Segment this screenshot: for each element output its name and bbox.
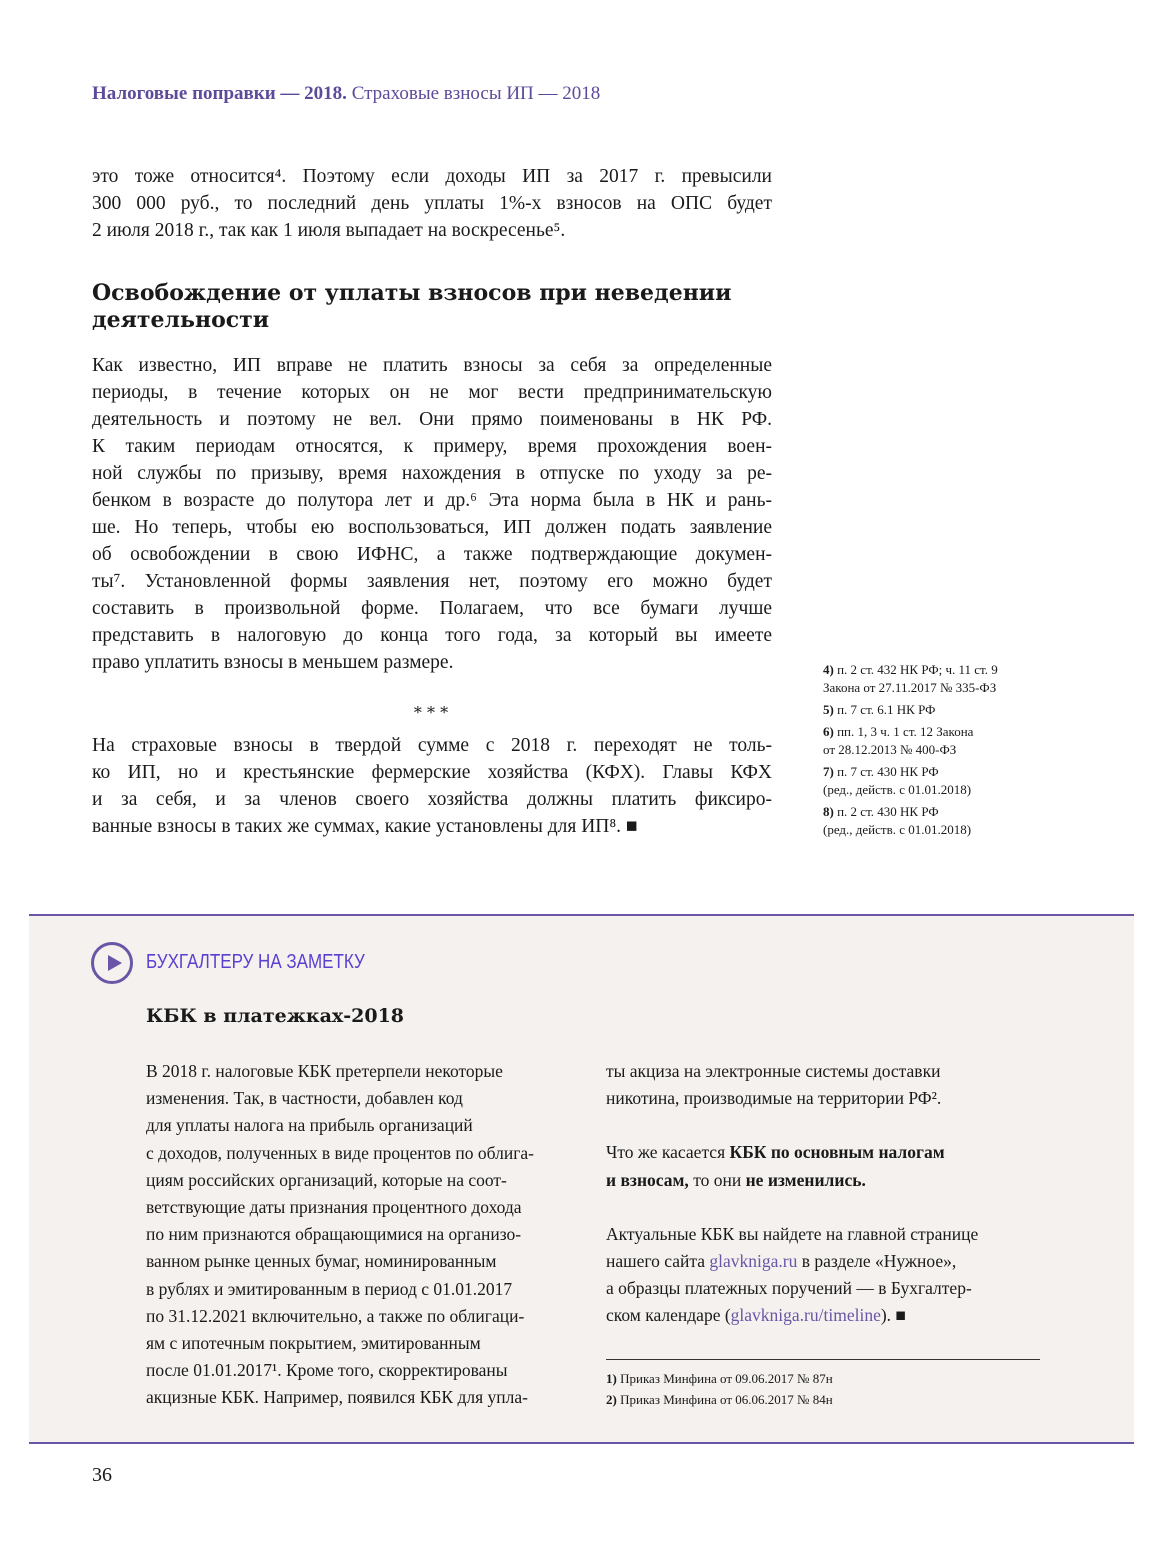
text-line: периоды, в течение которых он не мог вести предпринимательскую xyxy=(92,382,772,403)
text-line: а образцы платежных поручений — в Бухгалтер- xyxy=(606,1278,972,1299)
sidenote xyxy=(823,803,998,839)
heading-line: деятельности xyxy=(92,307,270,333)
text-line: ванные взносы в таких же суммах, какие установлены для ИП⁸. ■ xyxy=(92,816,638,837)
text-line xyxy=(606,1167,978,1194)
footnote-number: 1) xyxy=(606,1371,617,1386)
timeline-link[interactable]: glavkniga.ru/timeline xyxy=(730,1305,881,1326)
text-line: в рублях и эмитированным в период с 01.01.2017 xyxy=(146,1278,513,1299)
text-line: и за себя, и за членов своего хозяйства должны платить фиксиро- xyxy=(92,789,772,810)
footnote-text: Приказ Минфина от 06.06.2017 № 84н xyxy=(620,1392,833,1407)
paragraph-1 xyxy=(92,352,772,676)
text-line: циям российских организаций, которые на соот- xyxy=(146,1169,507,1190)
sidenote xyxy=(823,661,998,697)
sidenote-number: 5) xyxy=(823,702,834,717)
text-line: ше. Но теперь, чтобы ею воспользоваться, ИП должен подать заявление xyxy=(92,517,772,538)
footnote xyxy=(606,1368,833,1389)
text-line: 2 июля 2018 г., так как 1 июля выпадает на воскресенье⁵. xyxy=(92,220,566,241)
text: ском календаре ( xyxy=(606,1305,731,1326)
text-line: бенком в возрасте до полутора лет и др.⁶ Эта норма была в НК и рань- xyxy=(92,490,772,511)
separator: * * * xyxy=(413,703,449,722)
text-line: представить в налоговую до конца того года, за который вы имеете xyxy=(92,625,772,646)
text-line: ванном рынке ценных бумаг, номинированным xyxy=(146,1251,497,1272)
bold-text: не изменились. xyxy=(745,1169,866,1190)
sidenote-text: п. 7 ст. 430 НК РФ xyxy=(837,764,939,779)
text: Что же касается xyxy=(606,1142,730,1163)
footnote-divider xyxy=(606,1359,1040,1360)
sidenote xyxy=(823,763,998,799)
text-line: с доходов, полученных в виде процентов по облига- xyxy=(146,1142,534,1163)
intro-paragraph xyxy=(92,163,772,244)
text-line: ты⁷. Установленной формы заявления нет, поэтому его можно будет xyxy=(92,571,772,592)
text-line: К таким периодам относятся, к примеру, время прохождения воен- xyxy=(92,436,772,457)
text-line xyxy=(606,1139,978,1166)
text-line: по ним признаются обращающимися на организо- xyxy=(146,1224,522,1245)
sidenote-text: п. 2 ст. 432 НК РФ; ч. 11 ст. 9 xyxy=(837,662,998,677)
text-line: после 01.01.2017¹. Кроме того, скорректированы xyxy=(146,1360,508,1381)
bold-text: и взносам, xyxy=(606,1169,689,1190)
footnote-text: Приказ Минфина от 09.06.2017 № 87н xyxy=(620,1371,833,1386)
footnote-number: 2) xyxy=(606,1392,617,1407)
text-line: это тоже относится⁴. Поэтому если доходы ИП за 2017 г. превысили xyxy=(92,166,772,187)
text-line: акцизные КБК. Например, появился КБК для упла- xyxy=(146,1387,528,1408)
box-footnotes xyxy=(606,1368,833,1410)
text-line: ям с ипотечным покрытием, эмитированным xyxy=(146,1333,481,1354)
sidenote-number: 8) xyxy=(823,804,834,819)
text: в разделе «Нужное», xyxy=(797,1251,957,1272)
text-line: В 2018 г. налоговые КБК претерпели некоторые xyxy=(146,1061,503,1081)
page-number: 36 xyxy=(92,1464,112,1486)
text: ). ■ xyxy=(880,1305,906,1326)
box-left-column xyxy=(146,1058,534,1412)
box-right-column xyxy=(606,1058,978,1330)
accountant-note-box xyxy=(29,914,1134,1444)
footnote xyxy=(606,1389,833,1410)
text-line: об освобождении в свою ИФНС, а также подтверждающие докумен- xyxy=(92,544,772,565)
section-heading xyxy=(92,280,792,334)
paragraph-2 xyxy=(92,732,772,840)
section-title: Налоговые поправки — 2018. xyxy=(92,83,347,104)
text-line: ко ИП, но и крестьянские фермерские хозяйства (КФХ). Главы КФХ xyxy=(92,762,772,783)
box-title: КБК в платежках-2018 xyxy=(146,1005,405,1027)
text-line: На страховые взносы в твердой сумме с 2018 г. переходят не толь- xyxy=(92,735,772,756)
sidenote xyxy=(823,701,998,719)
sidenote-text: пп. 1, 3 ч. 1 ст. 12 Закона xyxy=(837,724,974,739)
text-line: составить в произвольной форме. Полагаем, что все бумаги лучше xyxy=(92,598,772,619)
text-line: право уплатить взносы в меньшем размере. xyxy=(92,652,454,673)
text-line: Актуальные КБК вы найдете на главной странице xyxy=(606,1223,979,1244)
play-icon xyxy=(91,942,133,984)
text-line: ты акциза на электронные системы доставки xyxy=(606,1061,941,1081)
text-line: никотина, производимые на территории РФ². xyxy=(606,1088,942,1109)
text-line: ветствующие даты признания процентного дохода xyxy=(146,1197,522,1218)
text-line: по 31.12.2021 включительно, а также по облигаци- xyxy=(146,1305,525,1326)
sidenote-text: п. 2 ст. 430 НК РФ xyxy=(837,804,939,819)
subsection-title: Страховые взносы ИП — 2018 xyxy=(351,83,601,104)
sidenote-number: 7) xyxy=(823,764,834,779)
sidenote xyxy=(823,723,998,759)
text-line: изменения. Так, в частности, добавлен код xyxy=(146,1088,463,1109)
text-line xyxy=(606,1248,978,1275)
text-line: ной службы по призыву, время нахождения в отпуске по уходу за ре- xyxy=(92,463,772,484)
text-line: для уплаты налога на прибыль организаций xyxy=(146,1115,473,1136)
text-line: деятельность и поэтому не вел. Они прямо поименованы в НК РФ. xyxy=(92,409,772,430)
glavkniga-link[interactable]: glavkniga.ru xyxy=(709,1251,798,1272)
box-label: БУХГАЛТЕРУ НА ЗАМЕТКУ xyxy=(146,951,365,973)
sidenotes xyxy=(823,661,998,843)
text-line: 300 000 руб., то последний день уплаты 1%-х взносов на ОПС будет xyxy=(92,193,772,214)
text: нашего сайта xyxy=(606,1251,710,1272)
text-line xyxy=(606,1302,978,1329)
sidenote-text: (ред., действ. с 01.01.2018) xyxy=(823,822,972,837)
bold-text: КБК по основным налогам xyxy=(729,1142,945,1163)
sidenote-number: 6) xyxy=(823,724,834,739)
sidenote-text: от 28.12.2013 № 400-ФЗ xyxy=(823,742,957,757)
running-header xyxy=(92,83,600,105)
heading-line: Освобождение от уплаты взносов при неведении xyxy=(92,280,732,306)
sidenote-text: (ред., действ. с 01.01.2018) xyxy=(823,782,972,797)
sidenote-text: Закона от 27.11.2017 № 335-ФЗ xyxy=(823,680,997,695)
sidenote-number: 4) xyxy=(823,662,834,677)
text-line: Как известно, ИП вправе не платить взносы за себя за определенные xyxy=(92,355,772,376)
text: то они xyxy=(688,1169,746,1190)
sidenote-text: п. 7 ст. 6.1 НК РФ xyxy=(837,702,936,717)
